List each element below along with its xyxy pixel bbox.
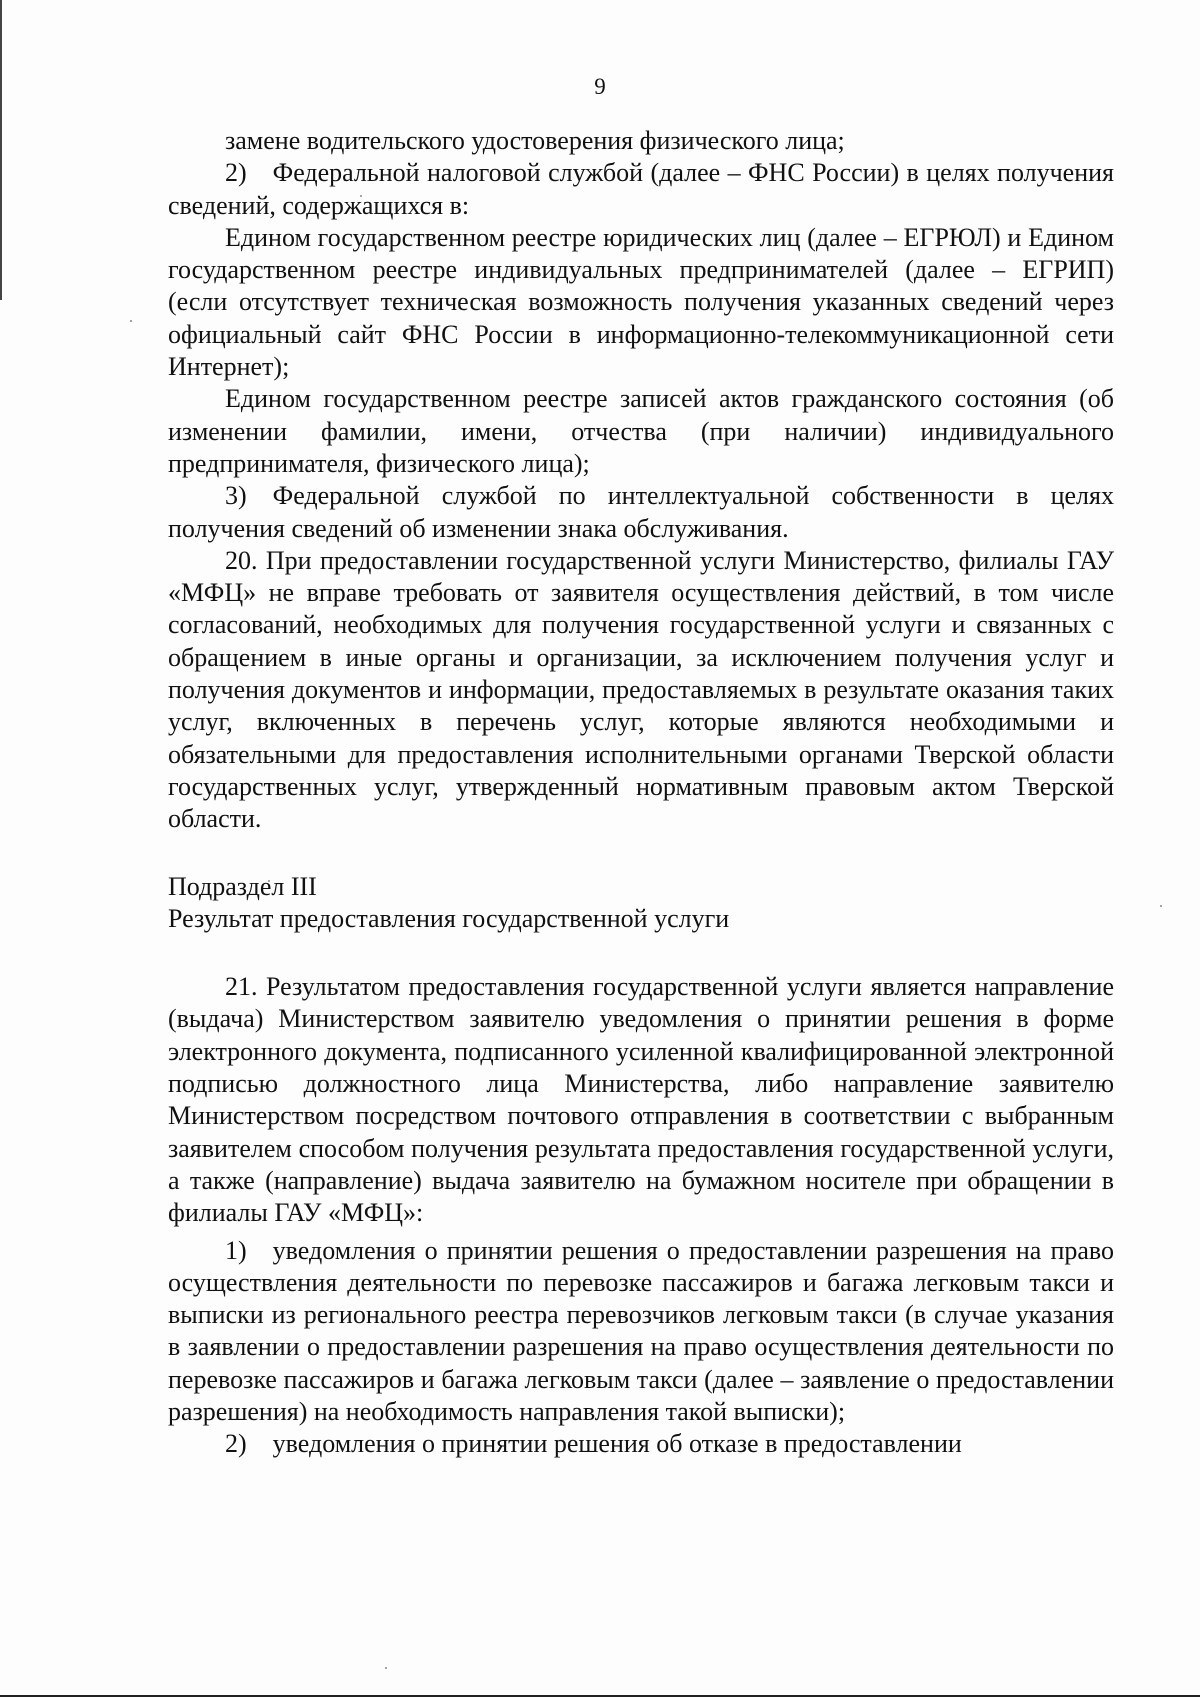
- paragraph: 21. Результатом предоставления государственной услуги является направление (выдача) Министерством заявителю уведомления о принятии решения в форме электронного документа, подписанного усиленной квалифицированной электронной подписью должностного лица Министерства, либо направление заявителю Министерством посредством почтового отправления в соответствии с выбранным заявителем способом получения результата предоставления государственной услуги, а также (направление) выдача заявителю на бумажном носителе при обращении в филиалы ГАУ «МФЦ»:: [168, 972, 1114, 1228]
- page-number: 9: [594, 74, 606, 99]
- scan-edge-left: [0, 0, 2, 300]
- scan-speck: [385, 1667, 387, 1669]
- paragraph: Едином государственном реестре юридических лиц (далее – ЕГРЮЛ) и Едином государственном реестре индивидуальных предпринимателей (далее – ЕГРИП) (если отсутствует техническая возможность получения указанных сведений через официальный сайт ФНС России в информационно-телекоммуникационной сети Интернет);: [168, 222, 1114, 382]
- section-heading: [168, 871, 1114, 936]
- paragraph: замене водительского удостоверения физического лица;: [225, 126, 845, 155]
- paragraph: 20. При предоставлении государственной услуги Министерство, филиалы ГАУ «МФЦ» не вправе требовать от заявителя осуществления действий, в том числе согласований, необходимых для получения государственной услуги и связанных с обращением в иные органы и организации, за исключением получения услуг и получения документов и информации, предоставляемых в результате оказания таких услуг, включенных в перечень услуг, которые являются необходимыми и обязательными для предоставления исполнительными органами Тверской области государственных услуг, утвержденный нормативным правовым актом Тверской области.: [168, 545, 1114, 834]
- paragraph: 2) Федеральной налоговой службой (далее – ФНС России) в целях получения сведений, содержащихся в:: [168, 158, 1114, 220]
- section-title: Подраздел III: [168, 871, 317, 901]
- paragraph: Едином государственном реестре записей актов гражданского состояния (об изменении фамилии, имени, отчества (при наличии) индивидуального предпринимателя, физического лица);: [168, 384, 1114, 478]
- document-body: [168, 125, 1114, 1461]
- scan-speck: [130, 320, 132, 322]
- paragraph: 3) Федеральной службой по интеллектуальной собственности в целях получения сведений об изменении знака обслуживания.: [168, 481, 1114, 543]
- paragraph: 2) уведомления о принятии решения об отказе в предоставлении: [225, 1429, 962, 1459]
- section-subtitle: Результат предоставления государственной услуги: [168, 903, 730, 933]
- paragraph: 1) уведомления о принятии решения о предоставлении разрешения на право осуществления деятельности по перевозке пассажиров и багажа легковым такси и выписки из регионального реестра перевозчиков легковым такси (в случае указания в заявлении о предоставлении разрешения на право осуществления деятельности по перевозке пассажиров и багажа легковым такси (далее – заявление о предоставлении разрешения) на необходимость направления такой выписки);: [168, 1235, 1114, 1426]
- scan-speck: [1160, 905, 1162, 907]
